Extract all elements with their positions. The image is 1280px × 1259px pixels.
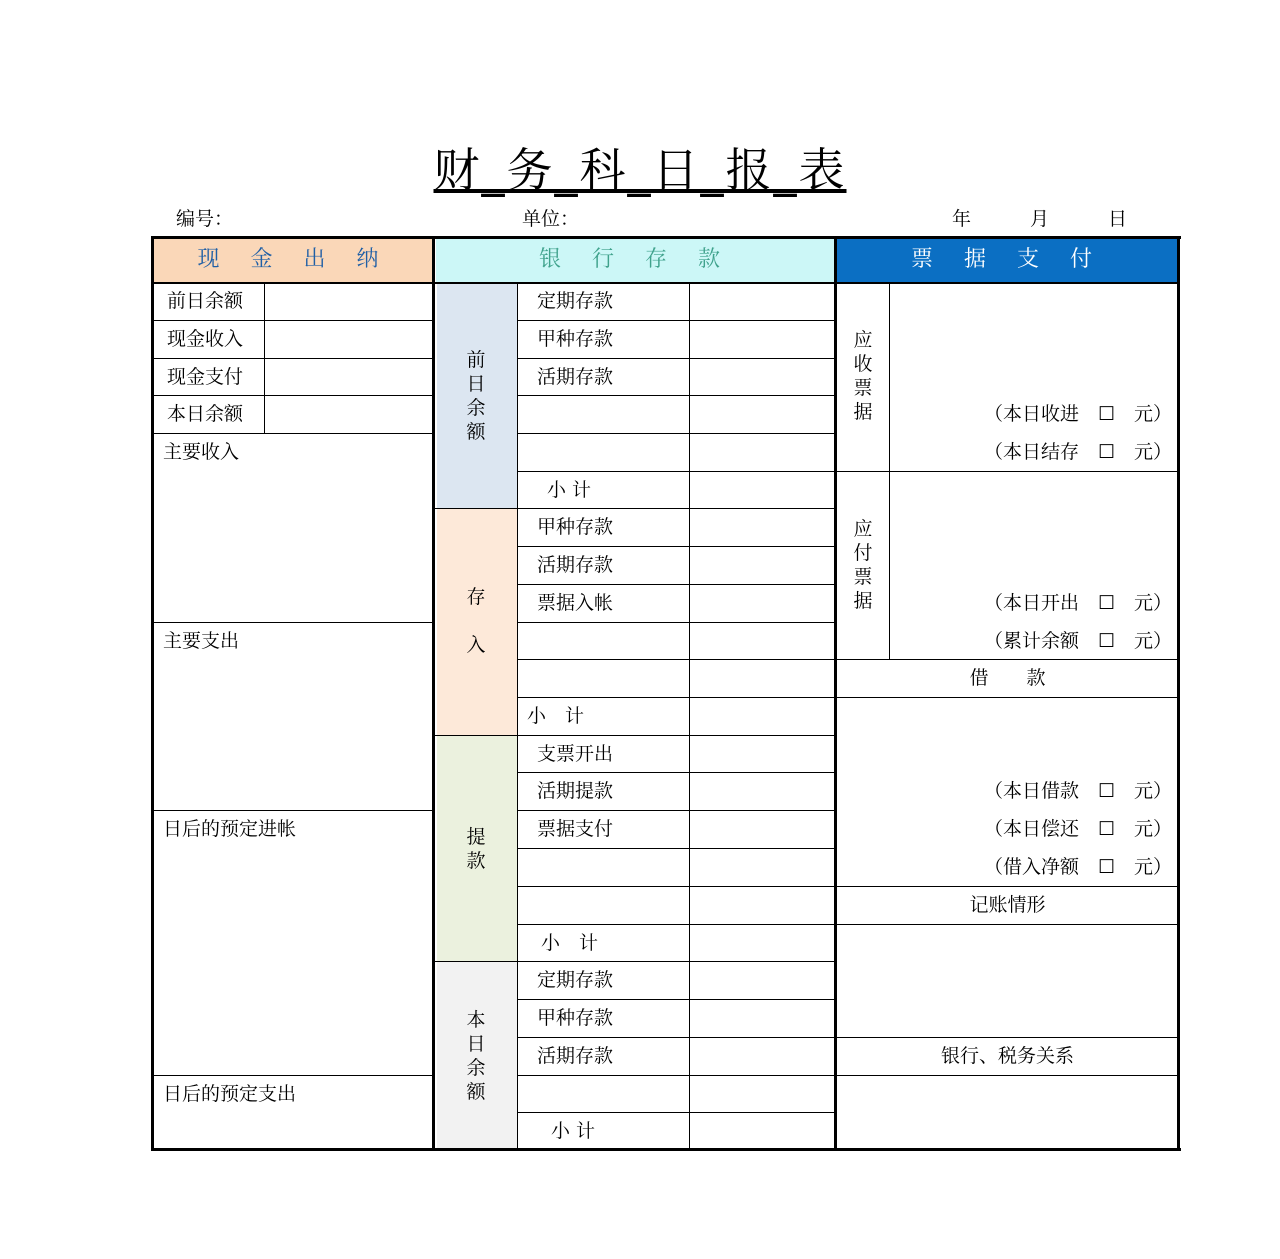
vertical-char: 存 bbox=[466, 586, 486, 608]
vertical-char: 日 bbox=[466, 373, 486, 395]
bank-line bbox=[517, 395, 835, 396]
bank-col-line bbox=[517, 283, 518, 1149]
border-top bbox=[151, 236, 1181, 239]
bank-line bbox=[517, 659, 835, 660]
deposit-group-bg bbox=[437, 509, 517, 735]
year-label: 年 bbox=[952, 208, 972, 230]
bank-subtotal-label: 小 计 bbox=[527, 705, 585, 727]
bank-group-line bbox=[435, 508, 835, 509]
cash-prev-balance-label: 前日余额 bbox=[167, 290, 244, 312]
prev-balance-group-label bbox=[461, 348, 491, 444]
bills-line bbox=[837, 924, 1178, 925]
bank-row-label: 票据入帐 bbox=[537, 592, 614, 614]
serial-label: 编号： bbox=[176, 208, 234, 230]
receivable-note: （本日结存 ☐ 元） bbox=[984, 441, 1173, 463]
page-title: 财_务_科_日_报_表 bbox=[433, 143, 847, 197]
payable-note: （本日开出 ☐ 元） bbox=[984, 592, 1173, 614]
vertical-char: 入 bbox=[466, 634, 486, 656]
bank-row-label: 活期存款 bbox=[537, 1045, 614, 1067]
accounting-header: 记账情形 bbox=[969, 894, 1046, 916]
deposit-group-label-2 bbox=[461, 633, 491, 657]
vertical-char: 应 bbox=[853, 518, 873, 540]
header-underline bbox=[154, 282, 1178, 284]
cash-income-label: 现金收入 bbox=[167, 328, 244, 350]
bills-line bbox=[837, 697, 1178, 698]
cash-today-balance-label: 本日余额 bbox=[167, 403, 244, 425]
vertical-char: 余 bbox=[466, 1057, 486, 1079]
bank-subtotal-label: 小 计 bbox=[547, 479, 592, 501]
payable-note: （累计余额 ☐ 元） bbox=[984, 630, 1173, 652]
bank-subtotal-label: 小 计 bbox=[551, 1120, 596, 1142]
bank-group-line bbox=[435, 735, 835, 736]
bank-row-label: 定期存款 bbox=[537, 290, 614, 312]
vertical-char: 额 bbox=[466, 421, 486, 443]
bank-line bbox=[517, 1075, 835, 1076]
bank-row-label: 活期存款 bbox=[537, 554, 614, 576]
cash-col-line bbox=[264, 283, 265, 433]
cash-header: 现 金 出 纳 bbox=[197, 247, 391, 272]
payable-bills-label bbox=[848, 517, 878, 613]
bank-row-label: 活期提款 bbox=[537, 780, 614, 802]
day-label: 日 bbox=[1108, 208, 1128, 230]
loan-note: （本日偿还 ☐ 元） bbox=[984, 818, 1173, 840]
border-bottom bbox=[151, 1148, 1181, 1151]
bank-col-line bbox=[689, 283, 690, 1149]
bank-tax-header: 银行、税务关系 bbox=[940, 1045, 1074, 1067]
bank-row-label: 甲种存款 bbox=[537, 1007, 614, 1029]
bank-row-label: 甲种存款 bbox=[537, 328, 614, 350]
loan-note: （借入净额 ☐ 元） bbox=[984, 856, 1173, 878]
cash-payment-label: 现金支付 bbox=[167, 366, 244, 388]
vertical-char: 款 bbox=[466, 850, 486, 872]
vertical-char: 收 bbox=[853, 353, 873, 375]
loan-header: 借 款 bbox=[969, 667, 1046, 689]
bank-line bbox=[517, 433, 835, 434]
future-expense-label: 日后的预定支出 bbox=[163, 1083, 297, 1105]
unit-label: 单位： bbox=[522, 208, 580, 230]
divider-cash-bank bbox=[432, 236, 435, 1151]
vertical-char: 日 bbox=[466, 1033, 486, 1055]
vertical-char: 据 bbox=[853, 590, 873, 612]
bank-group-line bbox=[435, 961, 835, 962]
bank-row-label: 支票开出 bbox=[537, 743, 614, 765]
main-expense-label: 主要支出 bbox=[163, 630, 240, 652]
today-balance-group-label bbox=[461, 1008, 491, 1104]
border-left bbox=[151, 236, 154, 1151]
vertical-char: 前 bbox=[466, 349, 486, 371]
receivable-note: （本日收进 ☐ 元） bbox=[984, 403, 1173, 425]
bank-row-label: 定期存款 bbox=[537, 969, 614, 991]
bank-subtotal-label: 小 计 bbox=[541, 932, 599, 954]
bills-header: 票 据 支 付 bbox=[911, 247, 1104, 272]
vertical-char: 付 bbox=[853, 542, 873, 564]
bank-row-label: 票据支付 bbox=[537, 818, 614, 840]
vertical-char: 余 bbox=[466, 397, 486, 419]
vertical-char: 票 bbox=[853, 377, 873, 399]
vertical-char: 票 bbox=[853, 566, 873, 588]
loan-note: （本日借款 ☐ 元） bbox=[984, 780, 1173, 802]
vertical-char: 额 bbox=[466, 1081, 486, 1103]
vertical-char: 应 bbox=[853, 329, 873, 351]
bank-row-label: 甲种存款 bbox=[537, 516, 614, 538]
bills-line bbox=[837, 471, 1178, 472]
vertical-char: 据 bbox=[853, 401, 873, 423]
bills-line bbox=[837, 1075, 1178, 1076]
bank-line bbox=[517, 886, 835, 887]
vertical-char: 提 bbox=[466, 826, 486, 848]
withdraw-group-label bbox=[461, 825, 491, 873]
main-income-label: 主要收入 bbox=[163, 441, 240, 463]
receivable-bills-label bbox=[848, 328, 878, 424]
bank-line bbox=[517, 848, 835, 849]
deposit-group-label-1 bbox=[461, 585, 491, 609]
future-income-label: 日后的预定进帐 bbox=[163, 818, 297, 840]
bank-line bbox=[517, 622, 835, 623]
vertical-char: 本 bbox=[466, 1009, 486, 1031]
bank-header: 银 行 存 款 bbox=[539, 247, 732, 272]
bank-row-label: 活期存款 bbox=[537, 366, 614, 388]
month-label: 月 bbox=[1030, 208, 1050, 230]
